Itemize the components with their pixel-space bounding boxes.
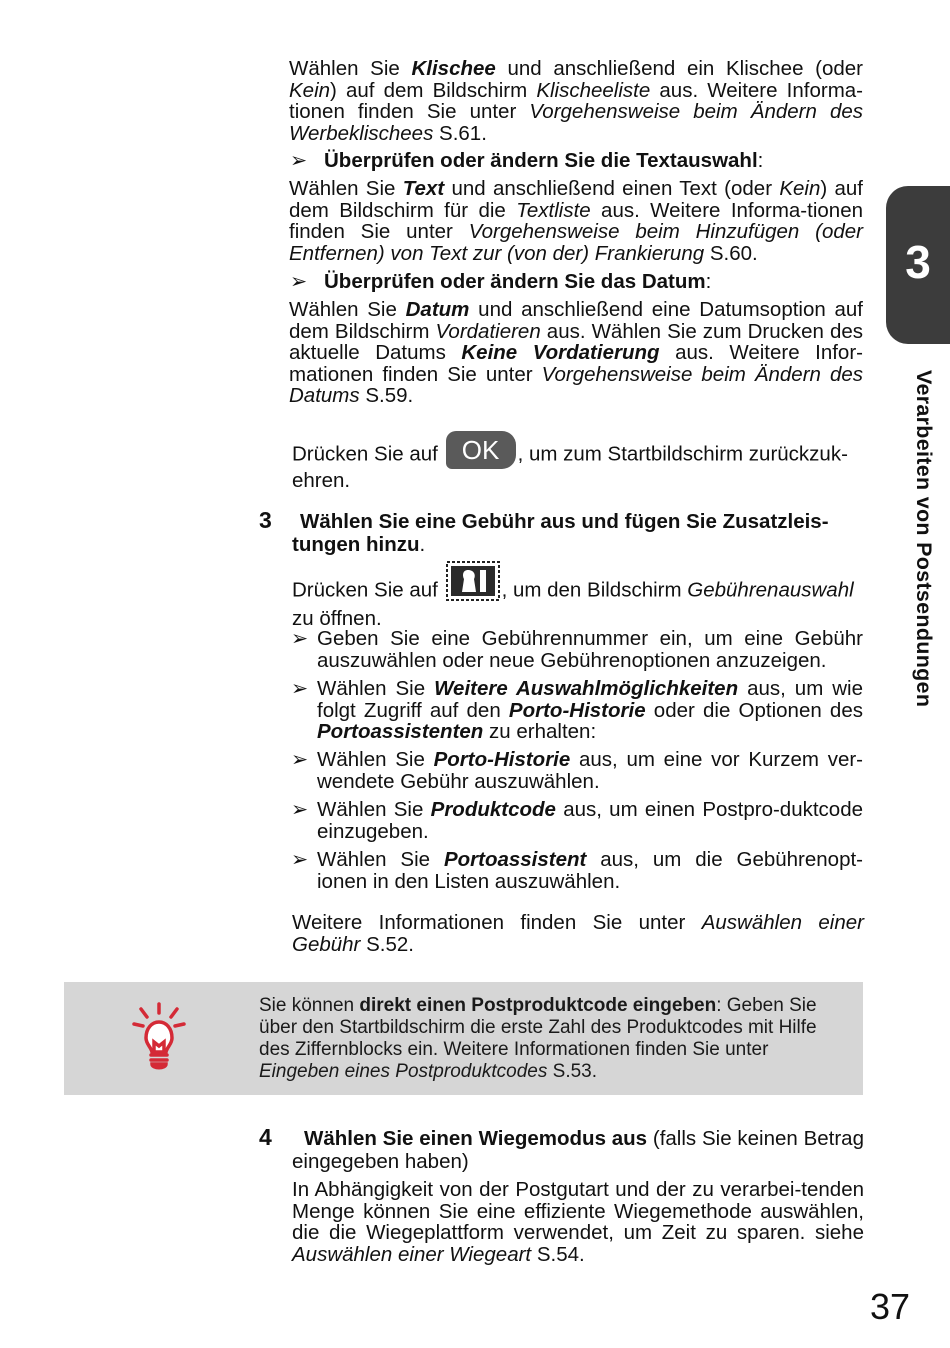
paragraph-rate-intro: Drücken Sie auf , um den Bildschirm Gebührenauswahl zu öffnen. xyxy=(292,575,866,631)
ok-key-icon: OK xyxy=(446,431,516,469)
arrow-bullet-icon: ➢ xyxy=(290,270,308,293)
chapter-number: 3 xyxy=(905,236,931,288)
tip-text: Sie können direkt einen Postproduktcode eingeben: Geben Sie über den Startbildschirm die erste Zahl des Produktcodes mit Hilfe des Ziffernblocks ein. Weitere Informationen finden Sie unter Eingeben eines Postproduktcodes S.53. xyxy=(259,995,817,1082)
step-heading: Wählen Sie eine Gebühr aus und fügen Sie Zusatzleis-tungen hinzu. xyxy=(292,510,829,556)
paragraph-wiegemodus: In Abhängigkeit von der Postgutart und der zu verarbei-tenden Menge können Sie eine effiziente Wiegemethode auswählen, die die Wiegeplattform verwendet, um Zeit zu sparen. siehe Auswählen einer Wiegeart S.54. xyxy=(292,1178,864,1266)
step-heading: Wählen Sie einen Wiegemodus aus (falls Sie keinen Betrag eingegeben haben) xyxy=(292,1127,864,1173)
lightbulb-icon xyxy=(126,1002,196,1079)
arrow-bullet-icon: ➢ xyxy=(291,677,309,700)
list-item: ➢ Geben Sie eine Gebührennummer ein, um eine Gebühr auszuwählen oder neue Gebührenoptionen anzuzeigen. xyxy=(291,627,863,672)
paragraph-klischee: Wählen Sie Klischee und anschließend ein Klischee (oder Kein) auf dem Bildschirm Klischeeliste aus. Weitere Informa-tionen finden Sie unter Vorgehensweise beim Ändern des Werbeklischees S.61. xyxy=(289,57,863,145)
step-number: 3 xyxy=(259,507,272,533)
list-item: ➢ Wählen Sie Weitere Auswahlmöglichkeiten aus, um wie folgt Zugriff auf den Porto-Historie oder die Optionen des Portoassistenten zu erhalten: xyxy=(291,677,864,743)
paragraph-text: Wählen Sie Text und anschließend einen Text (oder Kein) auf dem Bildschirm für die Textliste aus. Weitere Informa-tionen finden Sie unter Vorgehensweise beim Hinzufügen (oder Entfernen) von Text zur (von der) Frankierung S.60. xyxy=(289,177,864,265)
bullet-datum: ➢ Überprüfen oder ändern Sie das Datum: xyxy=(290,270,712,293)
paragraph-ok: Drücken Sie auf OK , um zum Startbildschirm zurückzuk-ehren. xyxy=(292,441,864,493)
arrow-bullet-icon: ➢ xyxy=(291,627,309,650)
paragraph-more-info: Weitere Informationen finden Sie unter Auswählen einer Gebühr S.52. xyxy=(292,911,864,956)
bullet-textauswahl: ➢ Überprüfen oder ändern Sie die Textauswahl: xyxy=(290,149,764,172)
arrow-bullet-icon: ➢ xyxy=(291,748,309,771)
chapter-side-title: Verarbeiten von Postsendungen xyxy=(912,370,936,708)
list-item: ➢ Wählen Sie Porto-Historie aus, um eine vor Kurzem ver-wendete Gebühr auszuwählen. xyxy=(291,748,864,793)
list-item: ➢ Wählen Sie Produktcode aus, um einen Postpro-duktcode einzugeben. xyxy=(291,798,863,843)
list-item: ➢ Wählen Sie Portoassistent aus, um die Gebührenopt-ionen in den Listen auszuwählen. xyxy=(291,848,864,893)
arrow-bullet-icon: ➢ xyxy=(290,149,308,172)
page-number: 37 xyxy=(870,1286,911,1327)
arrow-bullet-icon: ➢ xyxy=(291,848,309,871)
arrow-bullet-icon: ➢ xyxy=(291,798,309,821)
stamp-rate-icon xyxy=(446,561,500,607)
step-number: 4 xyxy=(259,1124,272,1150)
paragraph-datum: Wählen Sie Datum und anschließend eine Datumsoption auf dem Bildschirm Vordatieren aus. Wählen Sie zum Drucken des aktuelle Datums Keine Vordatierung aus. Weitere Infor-mationen finden Sie unter Vorgehensweise beim Ändern des Datums S.59. xyxy=(289,298,864,407)
